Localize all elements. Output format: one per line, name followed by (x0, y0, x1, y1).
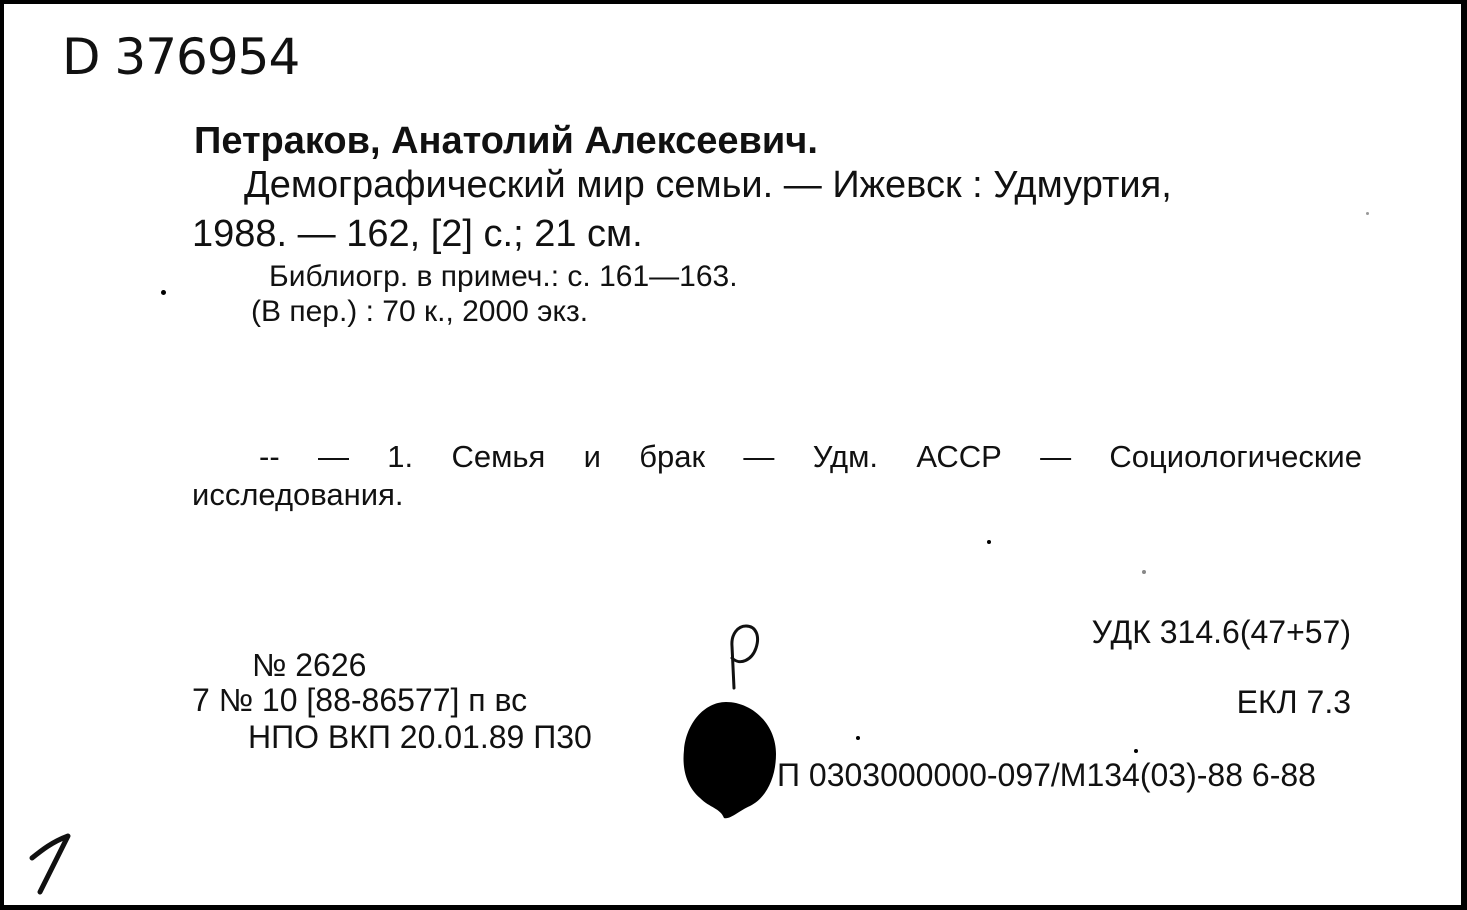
speck (987, 540, 991, 544)
inventory-number: D 376954 (62, 28, 300, 86)
subject-heading-text: -- — 1. Семья и брак — Удм. АССР — Социологические (259, 439, 1362, 474)
udc-code: УДК 314.6(47+57) (1091, 614, 1351, 650)
speck (856, 736, 860, 740)
card-number: № 2626 (252, 647, 367, 683)
printer-line: НПО ВКП 20.01.89 П30 (248, 719, 592, 755)
handwritten-mark (716, 616, 766, 696)
speck (1366, 212, 1369, 215)
author-heading: Петраков, Анатолий Алексеевич. (194, 120, 818, 162)
price-note: (В пер.) : 70 к., 2000 экз. (251, 295, 589, 328)
speck (161, 290, 166, 295)
order-line: 7 № 10 [88-86577] п вс (192, 682, 528, 718)
catalog-code: П 0303000000-097/М134(03)-88 6-88 (777, 757, 1316, 793)
title-line (244, 164, 1362, 207)
ekl-code: ЕКЛ 7.3 (1236, 684, 1351, 720)
subject-heading-line-2: исследования. (192, 477, 404, 512)
imprint-line: 1988. — 162, [2] с.; 21 см. (192, 213, 643, 255)
handwritten-number (26, 832, 76, 897)
bibliography-note: Библиогр. в примеч.: с. 161—163. (269, 260, 738, 293)
speck (1142, 570, 1146, 574)
speck (1134, 749, 1138, 753)
title-text: Демографический мир семьи. — Ижевск : Удмуртия, (244, 164, 1172, 206)
subject-heading-line-1 (259, 439, 1362, 475)
ink-blot (680, 698, 780, 823)
